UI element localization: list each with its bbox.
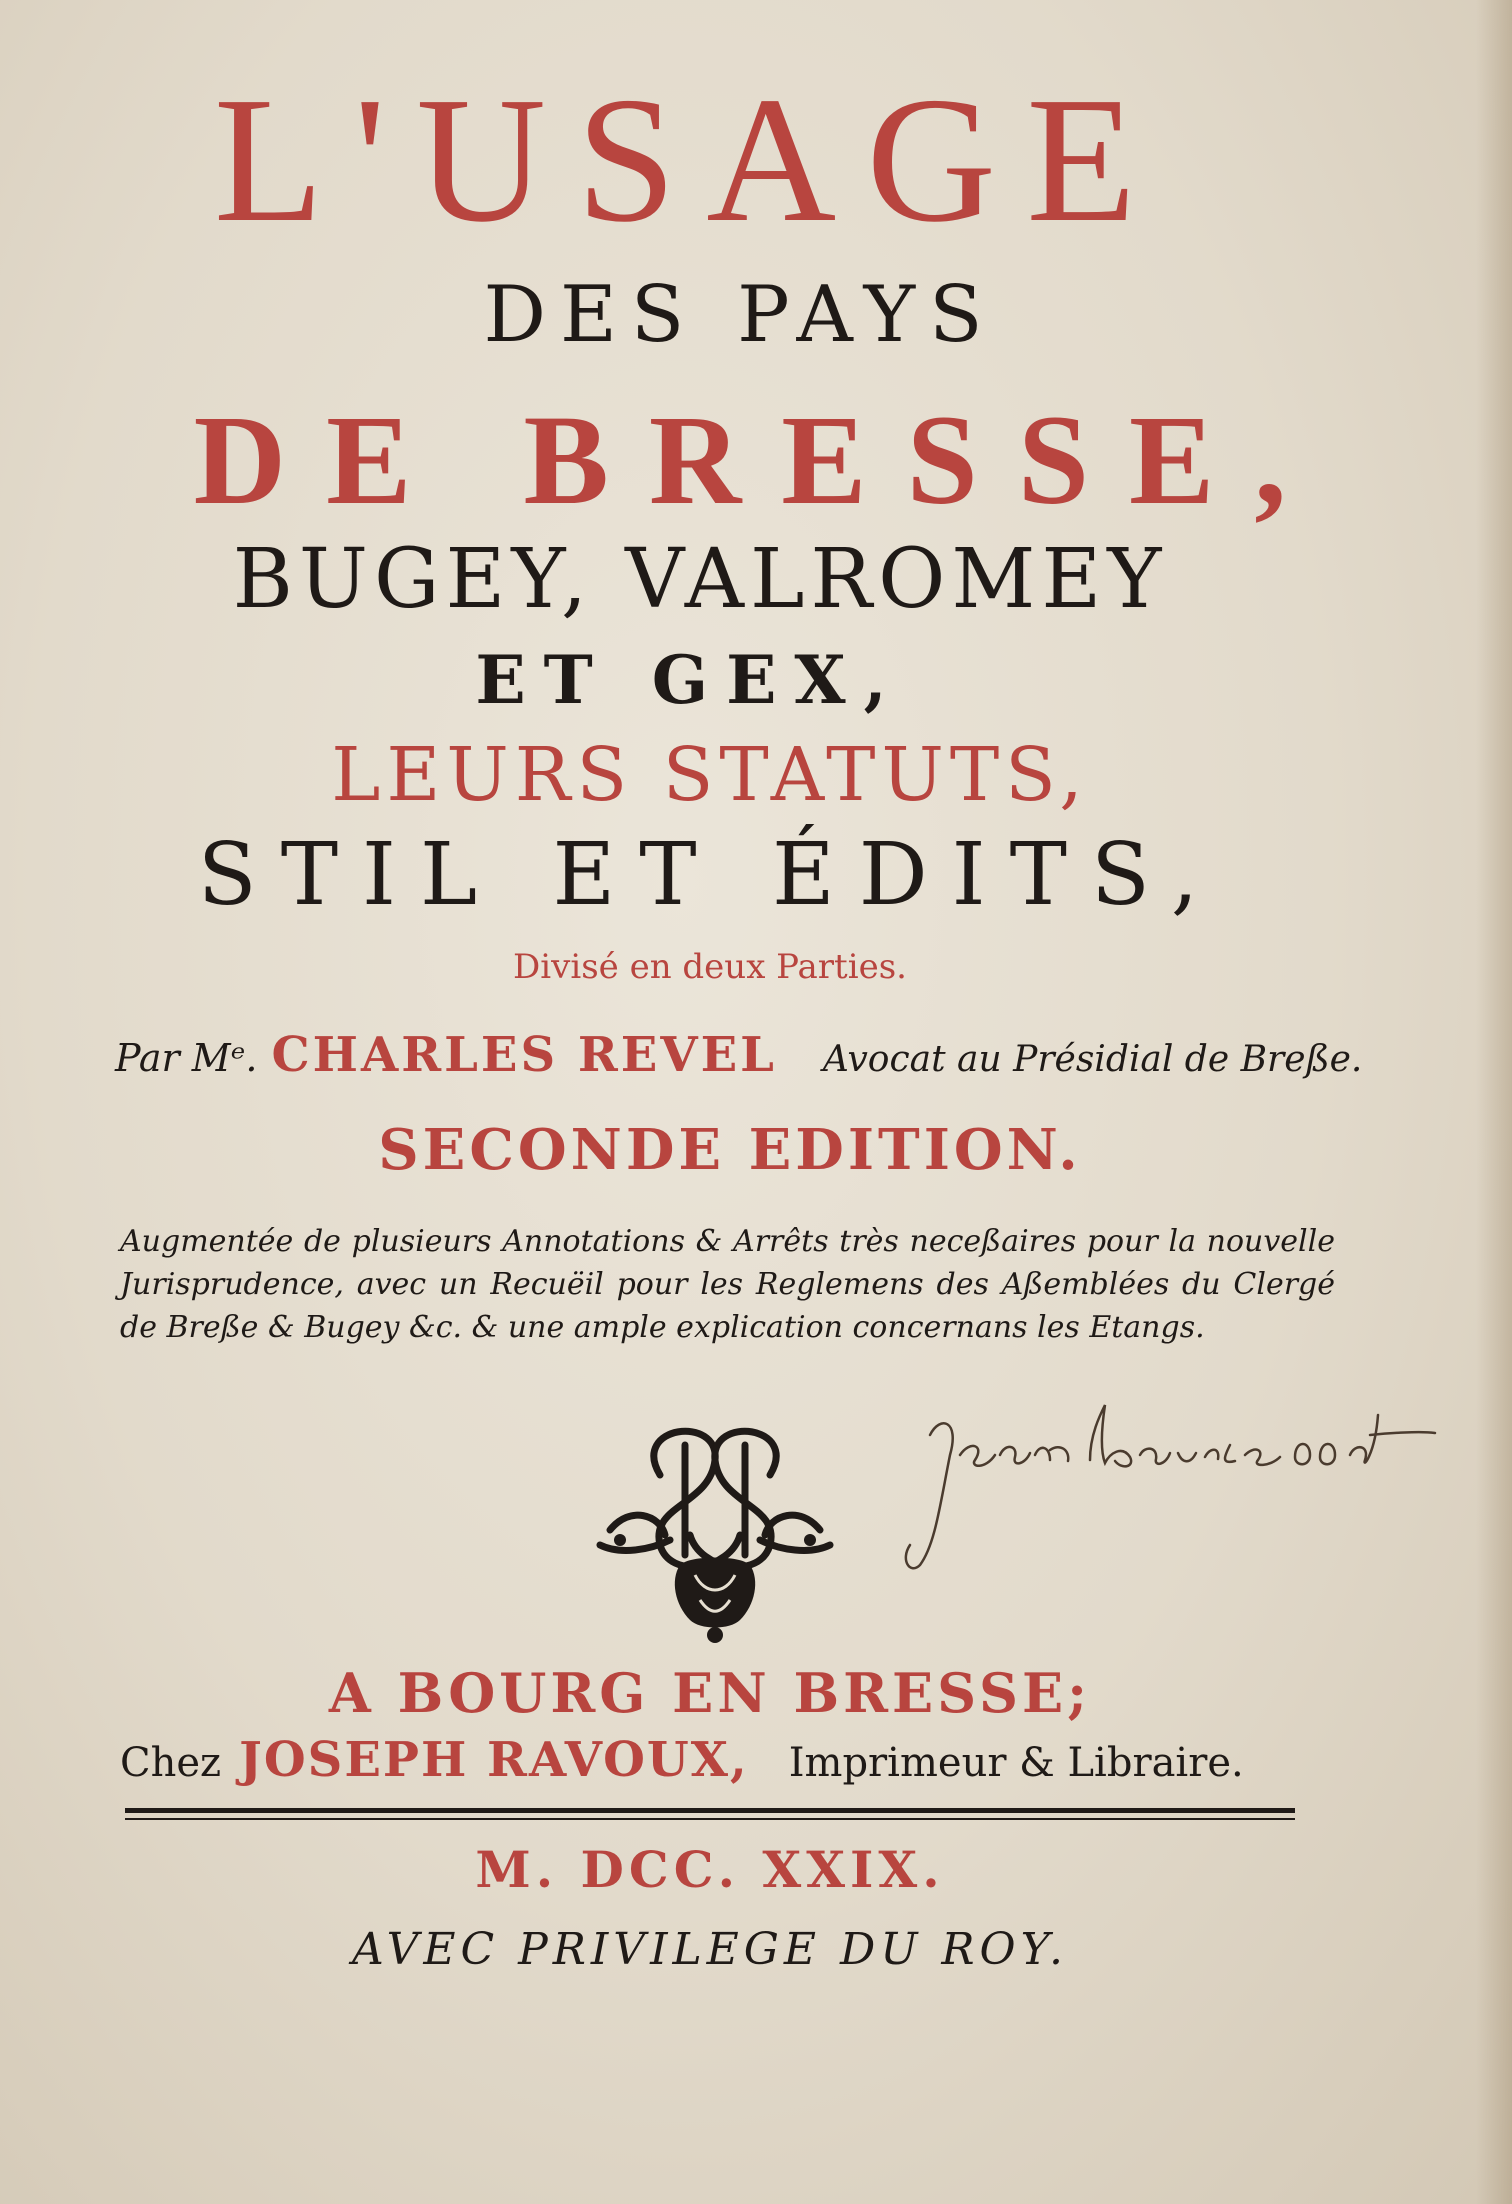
- paper-edge-shadow: [1476, 0, 1512, 2204]
- handwritten-signature: [900, 1395, 1440, 1575]
- author-name: CHARLES REVEL: [271, 1027, 777, 1083]
- book-title: L'USAGE: [213, 60, 1167, 259]
- monogram-fleuron-icon: [590, 1405, 840, 1645]
- publication-date: M. DCC. XXIX.: [475, 1840, 945, 1899]
- double-rule-top: [125, 1808, 1295, 1813]
- edition-label: SECONDE EDITION.: [378, 1117, 1082, 1183]
- subtitle-de-bresse: DE BRESSE,: [193, 389, 1327, 531]
- imprint-printer-name: JOSEPH RAVOUX,: [239, 1732, 749, 1788]
- double-rule-bottom: [125, 1818, 1295, 1820]
- subtitle-et-gex: ET GEX,: [475, 641, 905, 719]
- imprint-printer-line: [120, 1730, 1360, 1793]
- subtitle-des-pays: DES PAYS: [483, 270, 997, 360]
- royal-privilege: AVEC PRIVILEGE DU ROY.: [352, 1924, 1068, 1975]
- author-prefix: Par Mᵉ.: [115, 1036, 258, 1080]
- imprint-trade: Imprimeur & Libraire.: [788, 1740, 1244, 1786]
- imprint-place: A BOURG EN BRESSE;: [328, 1661, 1092, 1725]
- subtitle-bugey-valromey: BUGEY, VALROMEY: [232, 532, 1168, 627]
- imprint-chez: Chez: [120, 1740, 222, 1786]
- subtitle-stil-et-edits: STIL ET ÉDITS,: [197, 825, 1223, 925]
- subtitle-leurs-statuts: LEURS STATUTS,: [331, 732, 1089, 818]
- augmentation-paragraph: Augmentée de plusieurs Annotations & Arrêts très neceßaires pour la nouvelle Jurisprudence, avec un Recuëil pour les Reglemens des Aßemblées du Clergé de Breße & Bugey &c. & une ample explication concernans les Etangs.: [120, 1224, 1335, 1345]
- author-line: [115, 1025, 1365, 1090]
- author-role: Avocat au Présidial de Breße.: [822, 1039, 1363, 1080]
- division-note: Divisé en deux Parties.: [513, 947, 907, 987]
